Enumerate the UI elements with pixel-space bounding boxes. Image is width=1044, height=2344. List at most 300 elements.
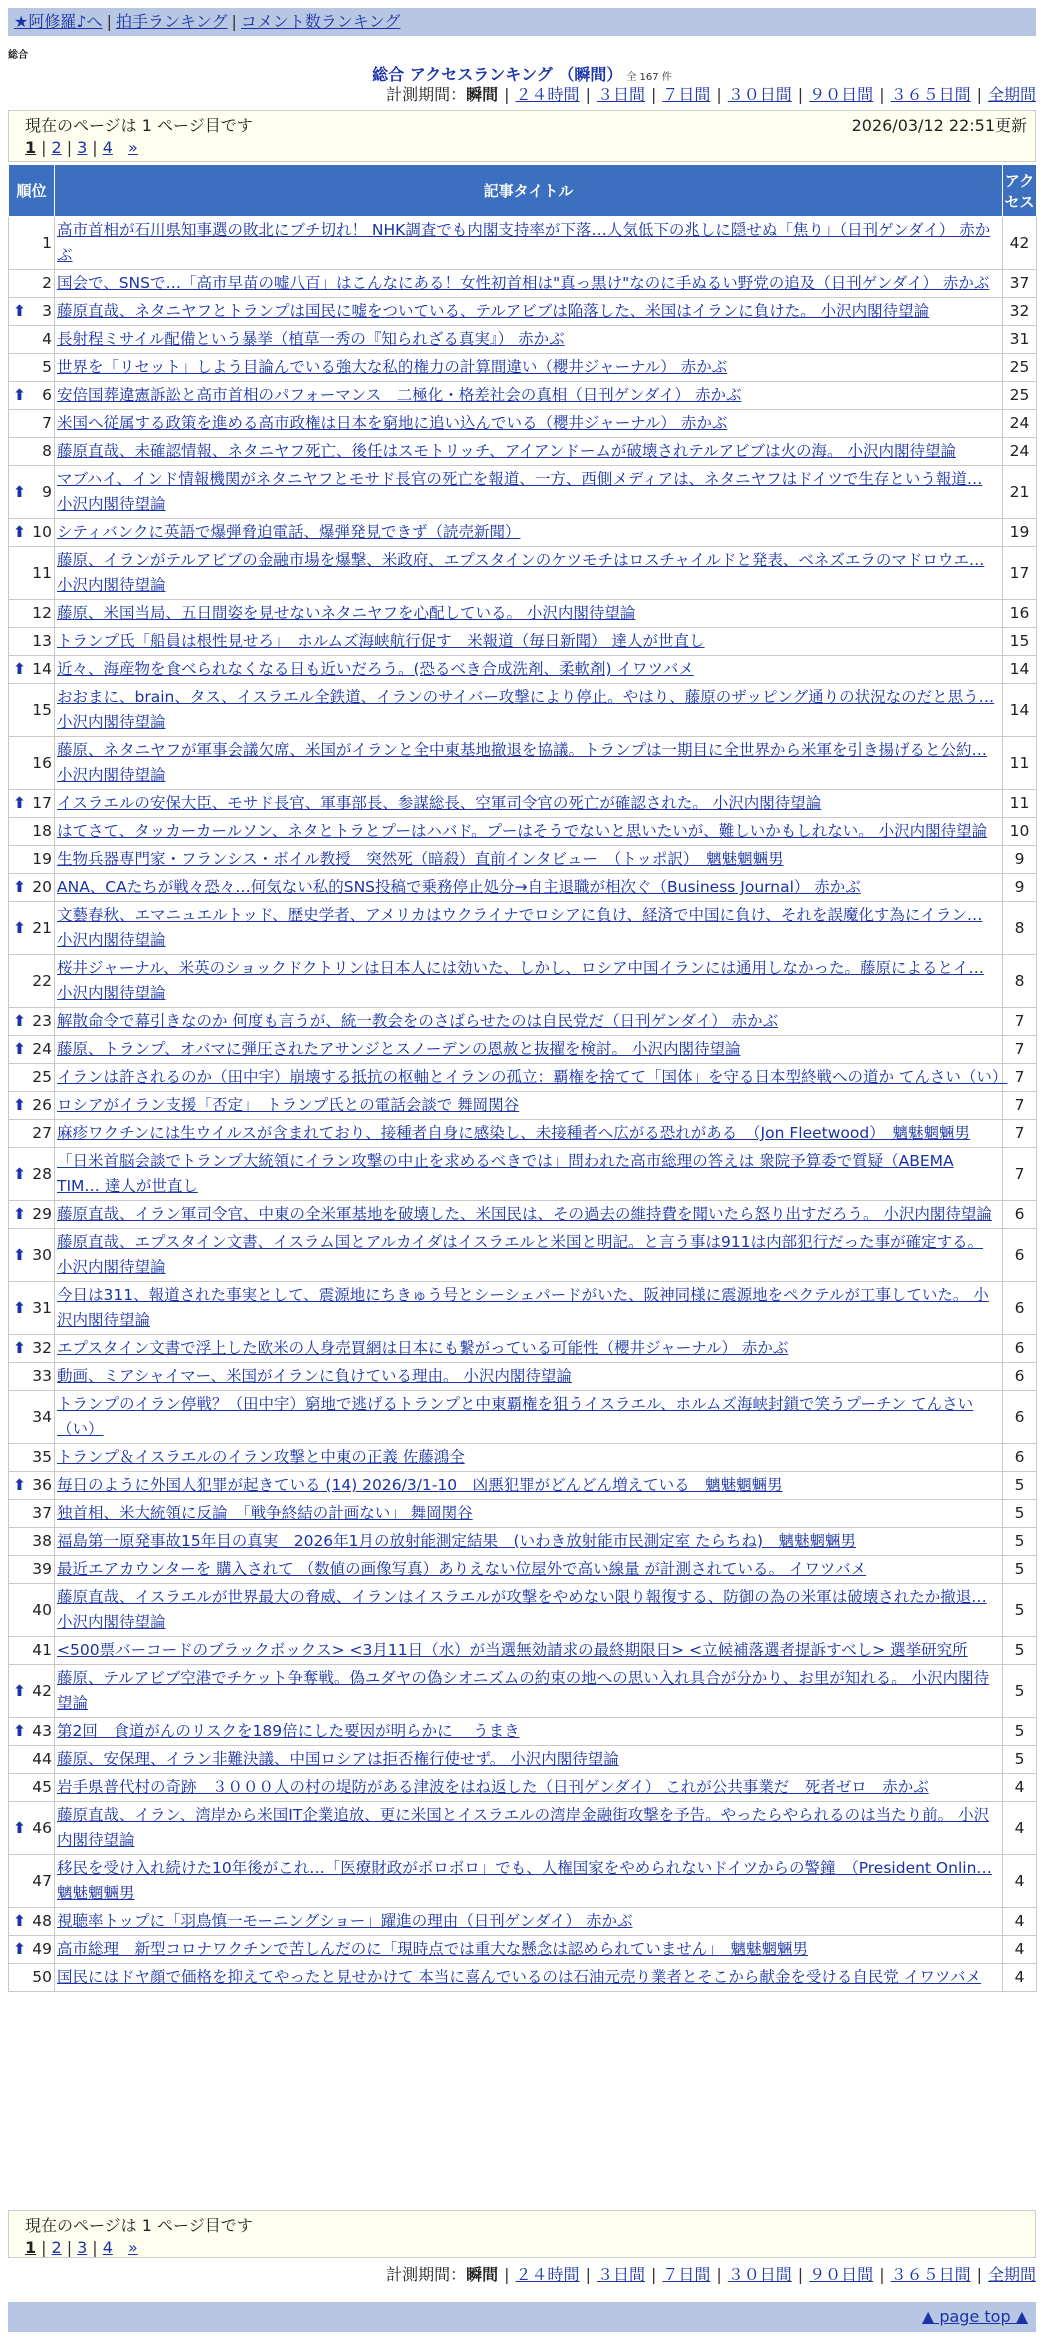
- period-7d[interactable]: ７日間: [662, 85, 711, 104]
- article-link[interactable]: 米国へ従属する政策を進める高市政権は日本を窮地に追い込んでいる（櫻井ジャーナル） 赤かぶ: [57, 414, 728, 432]
- table-row: [9, 874, 1037, 902]
- rank-up-arrow-icon: ⬆: [13, 386, 26, 404]
- article-link[interactable]: 近々、海産物を食べられなくなる日も近いだろう。(恐るべき合成洗剤、柔軟剤) イワツバメ: [57, 660, 694, 678]
- title-cell: [55, 1936, 1003, 1964]
- pager-top: 1 | 2 | 3 | 4 »: [25, 138, 138, 157]
- article-link[interactable]: 藤原、ネタニヤフが軍事会議欠席、米国がイランと全中東基地撤退を協議。トランプは一期目に全世界から米軍を引き揚げると公約… 小沢内閣待望論: [57, 741, 988, 784]
- access-count: 25: [1003, 382, 1037, 410]
- table-row: [9, 1282, 1037, 1335]
- table-row: [9, 1064, 1037, 1092]
- access-count: 24: [1003, 438, 1037, 466]
- title-cell: [55, 1444, 1003, 1472]
- table-row: [9, 955, 1037, 1008]
- article-link[interactable]: イランは許されるのか（田中宇）崩壊する抵抗の枢軸とイランの孤立：覇権を捨てて「国体」を守る日本型終戦への道か てんさい（い）: [57, 1068, 1008, 1086]
- rank-number: 19: [32, 850, 52, 868]
- article-link[interactable]: 藤原、テルアビブ空港でチケット争奪戦。偽ユダヤの偽シオニズムの約束の地への思い入れ具合が分かり、お里が知れる。 小沢内閣待望論: [57, 1669, 990, 1712]
- title-cell: [55, 1718, 1003, 1746]
- access-count: 11: [1003, 790, 1037, 818]
- table-row: [9, 1936, 1037, 1964]
- pager-next-bottom[interactable]: »: [127, 2238, 138, 2257]
- pager-next[interactable]: »: [127, 138, 138, 157]
- title-cell: [55, 737, 1003, 790]
- rank-number: 48: [32, 1912, 52, 1930]
- article-link[interactable]: 「日米首脳会談でトランプ大統領にイラン攻撃の中止を求めるべきでは」問われた高市総理の答えは 衆院予算委で質疑（ABEMA TIM… 達人が世直し: [57, 1152, 954, 1195]
- rank-up-arrow-icon: ⬆: [13, 1339, 26, 1357]
- title-cell: [55, 438, 1003, 466]
- rank-cell: [9, 1665, 55, 1718]
- article-link[interactable]: マブハイ、インド情報機関がネタニヤフとモサド長官の死亡を報道、一方、西側メディアは、ネタニヤフはドイツで生存という報道… 小沢内閣待望論: [57, 470, 983, 513]
- table-row: [9, 1637, 1037, 1665]
- access-count: 15: [1003, 628, 1037, 656]
- period-365d[interactable]: ３６５日間: [890, 85, 971, 104]
- period-current-bottom: 瞬間: [466, 2265, 499, 2284]
- pager-page-3-bottom[interactable]: 3: [77, 2238, 88, 2257]
- rank-cell: [9, 1637, 55, 1665]
- table-row: [9, 600, 1037, 628]
- rank-number: 46: [32, 1818, 52, 1837]
- title-cell: [55, 519, 1003, 547]
- title-cell: [55, 628, 1003, 656]
- article-link[interactable]: 高市首相が石川県知事選の敗北にブチ切れ！ NHK調査でも内閣支持率が下落…人気低下の兆しに隠せぬ「焦り」（日刊ゲンダイ） 赤かぶ: [57, 221, 991, 264]
- rank-number: 36: [32, 1476, 52, 1494]
- rank-cell: [9, 1064, 55, 1092]
- access-count: 4: [1003, 1855, 1037, 1908]
- period-24h[interactable]: ２４時間: [515, 85, 580, 104]
- rank-number: 43: [32, 1722, 52, 1740]
- article-link[interactable]: 第2回 食道がんのリスクを189倍にした要因が明らかに うまき: [57, 1722, 520, 1740]
- access-count: 25: [1003, 354, 1037, 382]
- table-row: [9, 1556, 1037, 1584]
- access-count: 14: [1003, 656, 1037, 684]
- rank-cell: [9, 1584, 55, 1637]
- rank-number: 42: [32, 1681, 52, 1700]
- title-cell: [55, 1391, 1003, 1444]
- access-count: 5: [1003, 1500, 1037, 1528]
- period-7d-bottom[interactable]: ７日間: [662, 2265, 711, 2284]
- article-link[interactable]: 藤原直哉、イスラエルが世界最大の脅威、イランはイスラエルが攻撃をやめない限り報復する、防御の為の米軍は破壊されたか撤退… 小沢内閣待望論: [57, 1588, 987, 1631]
- article-link[interactable]: 藤原直哉、未確認情報、ネタニヤフ死亡、後任はスモトリッチ、アイアンドームが破壊されテルアビブは火の海。 小沢内閣待望論: [57, 442, 956, 460]
- rank-cell: [9, 217, 55, 270]
- access-count: 7: [1003, 1064, 1037, 1092]
- title-cell: [55, 1008, 1003, 1036]
- rank-up-arrow-icon: ⬆: [13, 1818, 26, 1837]
- page-title-text: 総合 アクセスランキング （瞬間）: [372, 65, 623, 84]
- access-count: 4: [1003, 1802, 1037, 1855]
- article-link[interactable]: ANA、CAたちが戦々恐々…何気ない私的SNS投稿で乗務停止処分→自主退職が相次ぐ（Business Journal） 赤かぶ: [57, 878, 861, 896]
- pager-current: 1: [25, 138, 37, 157]
- rank-up-arrow-icon: ⬆: [13, 1940, 26, 1958]
- rank-cell: [9, 818, 55, 846]
- rank-cell: [9, 1148, 55, 1201]
- rank-cell: [9, 1855, 55, 1908]
- title-cell: [55, 1120, 1003, 1148]
- access-count: 4: [1003, 1964, 1037, 1992]
- article-link[interactable]: 福島第一原発事故15年目の真実 2026年1月の放射能測定結果 (いわき放射能市民測定室 たらちね) 魑魅魍魎男: [57, 1532, 857, 1550]
- article-link[interactable]: 文藝春秋、エマニュエルトッド、歴史学者、アメリカはウクライナでロシアに負け、経済で中国に負け、それを誤魔化す為にイラン… 小沢内閣待望論: [57, 906, 983, 949]
- rank-up-arrow-icon: ⬆: [13, 918, 26, 937]
- table-row: [9, 1746, 1037, 1774]
- period-selector-top: 計測期間：瞬間 | ２４時間 | ３日間 | ７日間 | ３０日間 | ９０日間 | ３６５日間 | 全期間: [386, 85, 1036, 104]
- rank-cell: [9, 874, 55, 902]
- title-cell: [55, 790, 1003, 818]
- rank-number: 30: [32, 1245, 52, 1264]
- rank-number: 27: [32, 1124, 52, 1142]
- article-link[interactable]: 国民にはドヤ顔で価格を抑えてやったと見せかけて 本当に喜んでいるのは石油元売り業者とそこから献金を受ける自民党 イワツバメ: [57, 1968, 982, 1986]
- access-count: 21: [1003, 466, 1037, 519]
- period-3d-bottom[interactable]: ３日間: [596, 2265, 645, 2284]
- article-link[interactable]: 独首相、米大統領に反論 「戦争終結の計画ない」 舞岡関谷: [57, 1504, 473, 1522]
- pager-page-4[interactable]: 4: [102, 138, 113, 157]
- title-cell: [55, 382, 1003, 410]
- article-link[interactable]: 毎日のように外国人犯罪が起きている (14) 2026/3/1-10 凶悪犯罪がどんどん増えている 魑魅魍魎男: [57, 1476, 783, 1494]
- article-link[interactable]: <500票バーコードのブラックボックス> <3月11日（水）が当選無効請求の最終期限日> <立候補落選者提訴すべし> 選挙研究所: [57, 1641, 968, 1659]
- rank-number: 2: [42, 274, 52, 292]
- article-link[interactable]: 高市総理 新型コロナワクチンで苦しんだのに「現時点では重大な懸念は認められていません」 魑魅魍魎男: [57, 1940, 808, 1958]
- title-cell: [55, 846, 1003, 874]
- access-count: 4: [1003, 1936, 1037, 1964]
- header-access: アクセス: [1003, 165, 1037, 217]
- article-link[interactable]: 今日は311、報道された事実として、震源地にちきゅう号とシーシェパードがいた、阪神同様に震源地をペクテルが工事していた。 小沢内閣待望論: [57, 1286, 989, 1329]
- table-row: [9, 1148, 1037, 1201]
- access-count: 6: [1003, 1229, 1037, 1282]
- title-cell: [55, 1472, 1003, 1500]
- pager-page-4-bottom[interactable]: 4: [102, 2238, 113, 2257]
- rank-number: 29: [32, 1205, 52, 1223]
- access-count: 37: [1003, 270, 1037, 298]
- article-link[interactable]: 藤原、安保理、イラン非難決議、中国ロシアは拒否権行使せず。 小沢内閣待望論: [57, 1750, 619, 1768]
- article-link[interactable]: トランプ＆イスラエルのイラン攻撃と中東の正義 佐藤鴻全: [57, 1448, 465, 1466]
- article-link[interactable]: 世界を「リセット」しよう目論んでいる強大な私的権力の計算間違い（櫻井ジャーナル） 赤かぶ: [57, 358, 728, 376]
- pager-page-2[interactable]: 2: [51, 138, 62, 157]
- rank-cell: [9, 1229, 55, 1282]
- ranking-body: [9, 217, 1037, 1992]
- rank-number: 17: [32, 794, 52, 812]
- pager-bottom: 1 | 2 | 3 | 4 »: [25, 2238, 138, 2257]
- access-count: 9: [1003, 874, 1037, 902]
- access-count: 14: [1003, 684, 1037, 737]
- table-row: [9, 1092, 1037, 1120]
- category-label: 総合: [8, 50, 28, 61]
- article-link[interactable]: 藤原直哉、エプスタイン文書、イスラム国とアルカイダはイスラエルと米国と明記。と言う事は911は内部犯行だった事が確定する。 小沢内閣待望論: [57, 1233, 984, 1276]
- rank-cell: [9, 1774, 55, 1802]
- pager-page-3[interactable]: 3: [77, 138, 88, 157]
- rank-cell: [9, 1718, 55, 1746]
- table-row: [9, 1718, 1037, 1746]
- title-cell: [55, 1964, 1003, 1992]
- table-row: [9, 1584, 1037, 1637]
- rank-number: 45: [32, 1778, 52, 1796]
- rank-up-arrow-icon: ⬆: [13, 1040, 26, 1058]
- table-row: [9, 438, 1037, 466]
- period-24h-bottom[interactable]: ２４時間: [515, 2265, 580, 2284]
- title-cell: [55, 684, 1003, 737]
- table-row: [9, 846, 1037, 874]
- rank-number: 5: [42, 358, 52, 376]
- rank-number: 23: [32, 1012, 52, 1030]
- footer-bar: [8, 2302, 1036, 2332]
- table-row: [9, 1528, 1037, 1556]
- rank-up-arrow-icon: ⬆: [13, 1681, 26, 1700]
- rank-number: 31: [32, 1298, 52, 1317]
- rank-number: 14: [32, 660, 52, 678]
- title-cell: [55, 656, 1003, 684]
- title-cell: [55, 1774, 1003, 1802]
- access-count: 6: [1003, 1335, 1037, 1363]
- rank-number: 15: [32, 700, 52, 719]
- rank-cell: [9, 955, 55, 1008]
- access-count: 5: [1003, 1637, 1037, 1665]
- page-info-text-bottom: 現在のページは 1 ページ目です: [25, 2216, 253, 2235]
- period-label-bottom: 計測期間：: [386, 2265, 467, 2284]
- title-cell: [55, 1092, 1003, 1120]
- table-row: [9, 656, 1037, 684]
- header-title: 記事タイトル: [55, 165, 1003, 217]
- title-cell: [55, 1908, 1003, 1936]
- table-row: [9, 628, 1037, 656]
- title-cell: [55, 874, 1003, 902]
- access-count: 5: [1003, 1584, 1037, 1637]
- rank-up-arrow-icon: ⬆: [13, 1912, 26, 1930]
- rank-cell: [9, 1008, 55, 1036]
- rank-up-arrow-icon: ⬆: [13, 482, 26, 501]
- access-count: 6: [1003, 1201, 1037, 1229]
- rank-cell: [9, 737, 55, 790]
- access-count: 42: [1003, 217, 1037, 270]
- title-cell: [55, 1637, 1003, 1665]
- title-cell: [55, 955, 1003, 1008]
- rank-cell: [9, 1036, 55, 1064]
- link-comment-ranking[interactable]: コメント数ランキング: [240, 12, 401, 31]
- table-row: [9, 410, 1037, 438]
- period-current: 瞬間: [466, 85, 499, 104]
- title-cell: [55, 1584, 1003, 1637]
- rank-cell: [9, 600, 55, 628]
- article-link[interactable]: はてさて、タッカーカールソン、ネタとトラとプーはハバド。プーはそうでないと思いたいが、難しいかもしれない。 小沢内閣待望論: [57, 822, 988, 840]
- table-row: [9, 1335, 1037, 1363]
- title-cell: [55, 1229, 1003, 1282]
- article-link[interactable]: 麻疹ワクチンには生ウイルスが含まれており、接種者自身に感染し、未接種者へ広がる恐れがある （Jon Fleetwood） 魑魅魍魎男: [57, 1124, 970, 1142]
- article-link[interactable]: 藤原直哉、イラン、湾岸から米国IT企業追放、更に米国とイスラエルの湾岸金融街攻撃を予告。やったらやられるのは当たり前。 小沢内閣待望論: [57, 1806, 990, 1849]
- access-count: 32: [1003, 298, 1037, 326]
- rank-cell: [9, 1201, 55, 1229]
- access-count: 17: [1003, 547, 1037, 600]
- access-count: 9: [1003, 846, 1037, 874]
- rank-cell: [9, 656, 55, 684]
- rank-cell: [9, 1282, 55, 1335]
- table-row: [9, 790, 1037, 818]
- link-ashura-home[interactable]: ★阿修羅♪へ: [14, 12, 103, 31]
- period-90d-bottom[interactable]: ９０日間: [809, 2265, 874, 2284]
- rank-up-arrow-icon: ⬆: [13, 1164, 26, 1183]
- article-link[interactable]: イスラエルの安保大臣、モサド長官、軍事部長、参謀総長、空軍司令官の死亡が確認された。 小沢内閣待望論: [57, 794, 822, 812]
- article-link[interactable]: 藤原直哉、ネタニヤフとトランプは国民に嘘をついている、テルアビブは陥落した、米国はイランに負けた。 小沢内閣待望論: [57, 302, 930, 320]
- period-all[interactable]: 全期間: [987, 85, 1036, 104]
- period-3d[interactable]: ３日間: [596, 85, 645, 104]
- title-cell: [55, 1556, 1003, 1584]
- article-link[interactable]: 最近エアカウンターを 購入されて （数値の画像写真）ありえない位屋外で高い線量 が計測されている。 イワツバメ: [57, 1560, 867, 1578]
- article-link[interactable]: エプスタイン文書で浮上した欧米の人身売買網は日本にも繋がっている可能性（櫻井ジャーナル） 赤かぶ: [57, 1339, 789, 1357]
- rank-number: 16: [32, 753, 52, 772]
- table-row: [9, 1855, 1037, 1908]
- article-link[interactable]: 動画、ミアシャイマー、米国がイランに負けている理由。 小沢内閣待望論: [57, 1367, 572, 1385]
- rank-cell: [9, 1092, 55, 1120]
- period-selector-bottom: 計測期間：瞬間 | ２４時間 | ３日間 | ７日間 | ３０日間 | ９０日間 | ３６５日間 | 全期間: [386, 2265, 1036, 2284]
- rank-number: 1: [42, 233, 52, 252]
- period-90d[interactable]: ９０日間: [809, 85, 874, 104]
- rank-cell: [9, 1335, 55, 1363]
- rank-up-arrow-icon: ⬆: [13, 1298, 26, 1317]
- rank-number: 20: [32, 878, 52, 896]
- rank-cell: [9, 382, 55, 410]
- rank-number: 50: [32, 1968, 52, 1986]
- period-30d[interactable]: ３０日間: [727, 85, 792, 104]
- header-rank: 順位: [9, 165, 55, 217]
- rank-cell: [9, 1908, 55, 1936]
- period-30d-bottom[interactable]: ３０日間: [727, 2265, 792, 2284]
- title-cell: [55, 1036, 1003, 1064]
- access-count: 5: [1003, 1718, 1037, 1746]
- access-count: 7: [1003, 1120, 1037, 1148]
- table-row: [9, 1908, 1037, 1936]
- updated-timestamp: 2026/03/12 22:51更新: [851, 116, 1027, 135]
- rank-number: 44: [32, 1750, 52, 1768]
- title-cell: [55, 1064, 1008, 1092]
- title-cell: [55, 1363, 1003, 1391]
- table-row: [9, 1229, 1037, 1282]
- rank-number: 28: [32, 1164, 52, 1183]
- table-row: [9, 1120, 1037, 1148]
- title-cell: [55, 600, 1003, 628]
- table-row: [9, 1391, 1037, 1444]
- access-count: 6: [1003, 1282, 1037, 1335]
- table-row: [9, 1008, 1037, 1036]
- rank-number: 11: [32, 563, 52, 582]
- article-link[interactable]: 藤原、イランがテルアビブの金融市場を爆撃、米政府、エプスタインのケツモチはロスチャイルドと発表、ベネズエラのマドロウエ… 小沢内閣待望論: [57, 551, 985, 594]
- article-link[interactable]: 解散命令で幕引きなのか 何度も言うが、統一教会をのさばらせたのは自民党だ（日刊ゲンダイ） 赤かぶ: [57, 1012, 779, 1030]
- rank-cell: [9, 1964, 55, 1992]
- access-count: 11: [1003, 737, 1037, 790]
- rank-number: 26: [32, 1096, 52, 1114]
- rank-number: 35: [32, 1448, 52, 1466]
- pager-page-2-bottom[interactable]: 2: [51, 2238, 62, 2257]
- access-count: 4: [1003, 1774, 1037, 1802]
- page-top-link[interactable]: ▲ page top ▲: [921, 2307, 1028, 2326]
- rank-number: 7: [42, 414, 52, 432]
- rank-number: 8: [42, 442, 52, 460]
- rank-number: 4: [42, 330, 52, 348]
- rank-number: 21: [32, 918, 52, 937]
- access-count: 5: [1003, 1556, 1037, 1584]
- article-link[interactable]: 長射程ミサイル配備という暴挙（植草一秀の『知られざる真実』） 赤かぶ: [57, 330, 565, 348]
- table-row: [9, 270, 1037, 298]
- rank-cell: [9, 902, 55, 955]
- title-cell: [55, 1665, 1003, 1718]
- period-365d-bottom[interactable]: ３６５日間: [890, 2265, 971, 2284]
- rank-number: 10: [32, 523, 52, 541]
- rank-cell: [9, 1556, 55, 1584]
- rank-cell: [9, 466, 55, 519]
- page-info-text: 現在のページは 1 ページ目です: [25, 116, 253, 135]
- title-cell: [55, 298, 1003, 326]
- rank-cell: [9, 438, 55, 466]
- article-link[interactable]: ロシアがイラン支援「否定」 トランプ氏との電話会談で 舞岡関谷: [57, 1096, 520, 1114]
- period-label: 計測期間：: [386, 85, 467, 104]
- rank-number: 25: [32, 1068, 52, 1086]
- rank-cell: [9, 790, 55, 818]
- rank-cell: [9, 1802, 55, 1855]
- rank-up-arrow-icon: ⬆: [13, 1012, 26, 1030]
- article-link[interactable]: 視聴率トップに「羽鳥慎一モーニングショー」躍進の理由（日刊ゲンダイ） 赤かぶ: [57, 1912, 633, 1930]
- article-link[interactable]: トランプ氏「船員は根性見せろ」 ホルムズ海峡航行促す 米報道（毎日新聞） 達人が世直し: [57, 632, 705, 650]
- table-row: [9, 684, 1037, 737]
- link-applause-ranking[interactable]: 拍手ランキング: [115, 12, 228, 31]
- access-count: 5: [1003, 1746, 1037, 1774]
- article-link[interactable]: 生物兵器専門家・フランシス・ボイル教授 突然死（暗殺）直前インタビュー （トッポ訳） 魑魅魍魎男: [57, 850, 784, 868]
- rank-up-arrow-icon: ⬆: [13, 660, 26, 678]
- rank-cell: [9, 326, 55, 354]
- access-count: 8: [1003, 955, 1037, 1008]
- rank-number: 37: [32, 1504, 52, 1522]
- title-cell: [55, 1500, 1003, 1528]
- period-all-bottom[interactable]: 全期間: [987, 2265, 1036, 2284]
- rank-up-arrow-icon: ⬆: [13, 794, 26, 812]
- page-title: [0, 62, 1044, 85]
- table-row: [9, 1802, 1037, 1855]
- article-link[interactable]: 国会で、SNSで…「高市早苗の嘘八百」はこんなにある！女性初首相は"真っ黒け"なのに手ぬるい野党の追及（日刊ゲンダイ） 赤かぶ: [57, 274, 990, 292]
- article-link[interactable]: 藤原、トランプ、オバマに弾圧されたアサンジとスノーデンの恩赦と抜擢を検討。 小沢内閣待望論: [57, 1040, 741, 1058]
- rank-up-arrow-icon: ⬆: [13, 878, 26, 896]
- table-row: [9, 354, 1037, 382]
- article-link[interactable]: おおまに、brain、タス、イスラエル全鉄道、イランのサイバー攻撃により停止。やはり、藤原のザッピング通りの状況なのだと思う… 小沢内閣待望論: [57, 688, 995, 731]
- table-row: [9, 818, 1037, 846]
- table-row: [9, 519, 1037, 547]
- rank-up-arrow-icon: ⬆: [13, 1096, 26, 1114]
- access-count: 10: [1003, 818, 1037, 846]
- rank-number: 24: [32, 1040, 52, 1058]
- access-count: 7: [1003, 1008, 1037, 1036]
- access-count: 5: [1003, 1472, 1037, 1500]
- article-link[interactable]: 岩手県普代村の奇跡 ３０００人の村の堤防がある津波をはね返した（日刊ゲンダイ） これが公共事業だ 死者ゼロ 赤かぶ: [57, 1778, 929, 1796]
- title-cell: [55, 466, 1003, 519]
- rank-number: 12: [32, 604, 52, 622]
- article-link[interactable]: 安倍国葬違憲訴訟と高市首相のパフォーマンス 二極化・格差社会の真相（日刊ゲンダイ） 赤かぶ: [57, 386, 742, 404]
- article-link[interactable]: 藤原、米国当局、五日間姿を見せないネタニヤフを心配している。 小沢内閣待望論: [57, 604, 636, 622]
- table-row: [9, 1774, 1037, 1802]
- title-cell: [55, 818, 1003, 846]
- title-cell: [55, 1802, 1003, 1855]
- rank-number: 38: [32, 1532, 52, 1550]
- rank-cell: [9, 1363, 55, 1391]
- rank-cell: [9, 547, 55, 600]
- article-link[interactable]: シティバンクに英語で爆弾脅迫電話、爆弾発見できず（読売新聞）: [57, 523, 521, 541]
- rank-number: 18: [32, 822, 52, 840]
- top-navigation: ★阿修羅♪へ | 拍手ランキング | コメント数ランキング: [8, 8, 1036, 36]
- article-link[interactable]: 藤原直哉、イラン軍司令官、中東の全米軍基地を破壊した、米国民は、その過去の維持費を聞いたら怒り出すだろう。 小沢内閣待望論: [57, 1205, 992, 1223]
- rank-number: 47: [32, 1871, 52, 1890]
- rank-number: 41: [32, 1641, 52, 1659]
- access-count: 19: [1003, 519, 1037, 547]
- table-row: [9, 547, 1037, 600]
- rank-number: 32: [32, 1339, 52, 1357]
- access-count: 7: [1003, 1036, 1037, 1064]
- table-row: [9, 1964, 1037, 1992]
- article-link[interactable]: 移民を受け入れ続けた10年後がこれ…「医療財政がボロボロ」でも、人権国家をやめられないドイツからの警鐘 （President Onlin… 魑魅魍魎男: [57, 1859, 992, 1902]
- access-count: 24: [1003, 410, 1037, 438]
- article-link[interactable]: トランプのイラン停戦？（田中宇）窮地で逃げるトランプと中東覇権を狙うイスラエル、ホルムズ海峡封鎖で笑うプーチン てんさい（い）: [57, 1395, 974, 1438]
- article-link[interactable]: 桜井ジャーナル、米英のショックドクトリンは日本人には効いた、しかし、ロシア中国イランには通用しなかった。藤原によるとイ… 小沢内閣待望論: [57, 959, 985, 1002]
- table-row: [9, 1472, 1037, 1500]
- title-cell: [55, 1335, 1003, 1363]
